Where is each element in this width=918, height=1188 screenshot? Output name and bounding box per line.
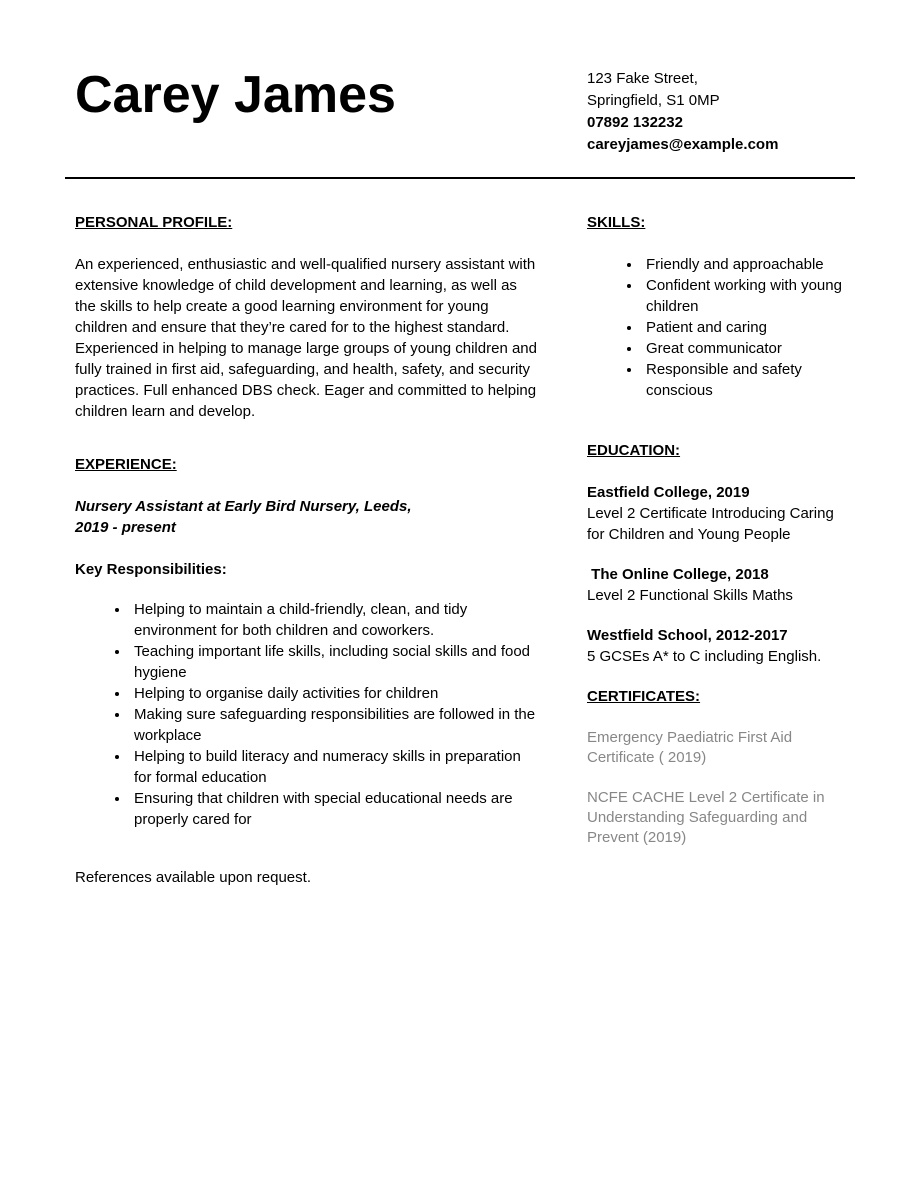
education-detail: Level 2 Certificate Introducing Caring for Children and Young People: [587, 505, 834, 543]
education-entry: [587, 482, 855, 545]
resume-header: [75, 66, 855, 156]
skill-item: • Great communicator: [642, 338, 855, 359]
skill-item: • Confident working with young children: [642, 275, 855, 317]
education-entry: [587, 564, 855, 606]
experience-heading: EXPERIENCE:: [75, 456, 177, 473]
job-title-line: Nursery Assistant at Early Bird Nursery, Leeds,: [75, 498, 412, 515]
skill-item: • Patient and caring: [642, 317, 855, 338]
skills-list: [587, 254, 855, 401]
responsibility-item: • Making sure safeguarding responsibilities are followed in the workplace: [130, 704, 540, 746]
certificate-item: NCFE CACHE Level 2 Certificate in Understanding Safeguarding and Prevent (2019): [587, 789, 825, 846]
profile-text: An experienced, enthusiastic and well-qualified nursery assistant with extensive knowledge of child development and learning, as well as the skills to help create a good learning environment for young children and ensure that they’re cared for to the highest standard. Experienced in helping to manage large groups of young children and fully trained in first aid, safeguarding, and health, safety, and security practices. Full enhanced DBS check. Eager and committed to helping children learn and develop.: [75, 256, 537, 420]
responsibilities-list: [75, 599, 540, 830]
responsibility-item: • Teaching important life skills, including social skills and food hygiene: [130, 641, 540, 683]
education-entry: [587, 625, 855, 667]
education-school: Westfield School, 2012-2017: [587, 627, 788, 644]
left-column: [75, 212, 540, 888]
responsibility-item: • Helping to maintain a child-friendly, clean, and tidy environment for both children and coworkers.: [130, 599, 540, 641]
person-name: Carey James: [75, 66, 396, 124]
profile-heading: PERSONAL PROFILE:: [75, 214, 233, 231]
certificates-heading: CERTIFICATES:: [587, 688, 701, 705]
education-detail: Level 2 Functional Skills Maths: [587, 587, 793, 604]
references-note: References available upon request.: [75, 869, 311, 886]
job-title: [75, 496, 540, 538]
education-entries: [587, 482, 855, 667]
header-divider: [65, 177, 855, 179]
responsibility-item: • Helping to organise daily activities for children: [130, 683, 540, 704]
phone-number: 07892 132232: [587, 114, 683, 131]
responsibility-item: • Helping to build literacy and numeracy skills in preparation for formal education: [130, 746, 540, 788]
email-address: careyjames@example.com: [587, 136, 779, 153]
education-school: The Online College, 2018: [587, 566, 769, 583]
certificates-list: [587, 728, 855, 848]
education-school: Eastfield College, 2019: [587, 484, 750, 501]
skill-item: • Friendly and approachable: [642, 254, 855, 275]
education-detail: 5 GCSEs A* to C including English.: [587, 648, 822, 665]
certificate-item: Emergency Paediatric First Aid Certificate ( 2019): [587, 729, 793, 766]
job-dates: 2019 - present: [75, 519, 176, 536]
address-line-1: 123 Fake Street,: [587, 70, 698, 87]
responsibility-item: • Ensuring that children with special educational needs are properly cared for: [130, 788, 540, 830]
skill-item: • Responsible and safety conscious: [642, 359, 855, 401]
contact-block: [587, 66, 855, 156]
resume-body: [75, 212, 855, 888]
certificates-section: [587, 686, 855, 848]
right-column: [587, 212, 855, 888]
skills-heading: SKILLS:: [587, 214, 646, 231]
address-line-2: Springfield, S1 0MP: [587, 92, 720, 109]
responsibilities-heading: Key Responsibilities:: [75, 561, 227, 578]
education-heading: EDUCATION:: [587, 442, 681, 459]
